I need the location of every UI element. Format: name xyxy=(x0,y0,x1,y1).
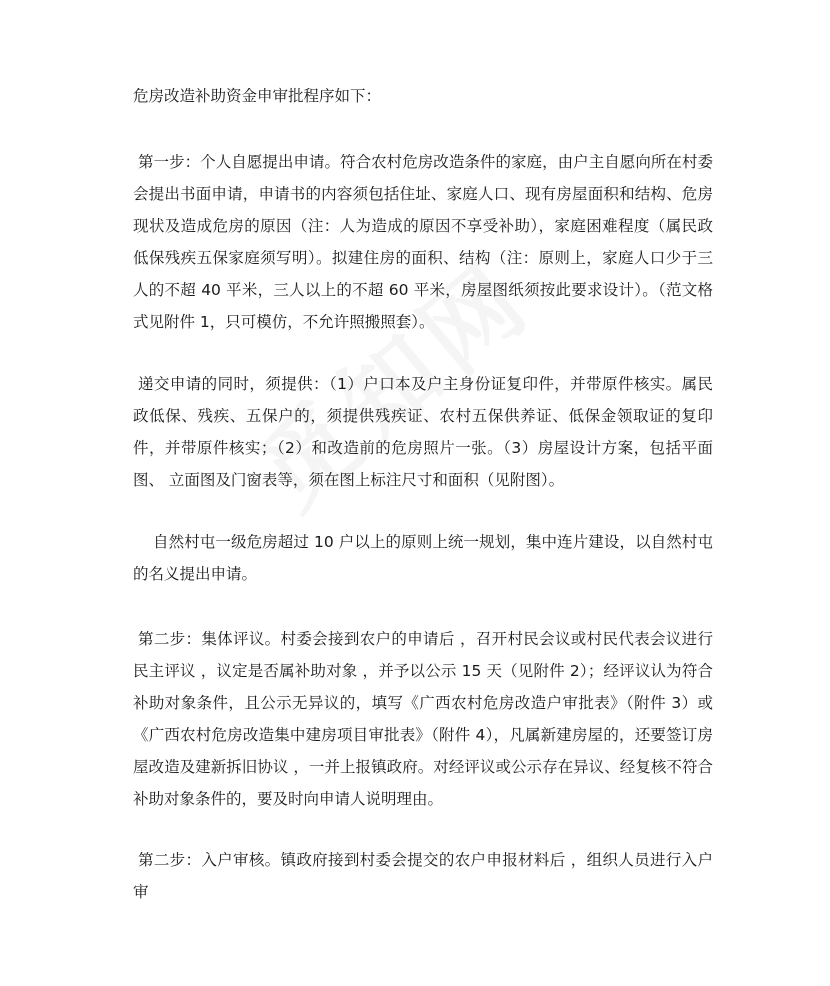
document-heading: 危房改造补助资金申审批程序如下： xyxy=(133,87,382,105)
paragraph-step-2-audit: 第二步：入户审核。镇政府接到村委会提交的农户申报材料后 ，组织人员进行入户审 xyxy=(133,851,713,901)
paragraph-village-planning: 自然村屯一级危房超过 10 户以上的原则上统一规划，集中连片建设，以自然村屯的名义提出申请。 xyxy=(133,533,713,583)
paragraph-submission-materials: 递交申请的同时，须提供：（1）户口本及户主身份证复印件，并带原件核实。属民政低保、残疾、五保户的，须提供残疾证、农村五保供养证、低保金领取证的复印件，并带原件核实；（2）和改造前的危房照片一张。（3）房屋设计方案，包括平面图、 立面图及门窗表等，须在图上标注尺寸和面积（见附图）。 xyxy=(133,375,713,489)
paragraph-step-2-review: 第二步：集体评议。村委会接到农户的申请后 ，召开村民会议或村民代表会议进行民主评议 ，议定是否属补助对象 ，并予以公示 15 天（见附件 2）；经评议认为符合补助对象条件，且公示无异议的，填写《广西农村危房改造户审批表》（附件 3）或《广西农村危房改造集中建房项目审批表》（附件 4），凡属新建房屋的，还要签订房屋改造及建新拆旧协议 ，一并上报镇政府。对经评议或公示存在异议、经复核不符合补助对象条件的，要及时向申请人说明理由。 xyxy=(133,630,713,808)
paragraph-step-1: 第一步：个人自愿提出申请。符合农村危房改造条件的家庭，由户主自愿向所在村委会提出书面申请，申请书的内容须包括住址、家庭人口、现有房屋面积和结构、危房现状及造成危房的原因（注：人为造成的原因不享受补助），家庭困难程度（属民政低保残疾五保家庭须写明）。拟建住房的面积、结构（注：原则上，家庭人口少于三人的不超 40 平米，三人以上的不超 60 平米，房屋图纸须按此要求设计）。（范文格式见附件 1，只可模仿，不允许照搬照套）。 xyxy=(133,153,713,331)
